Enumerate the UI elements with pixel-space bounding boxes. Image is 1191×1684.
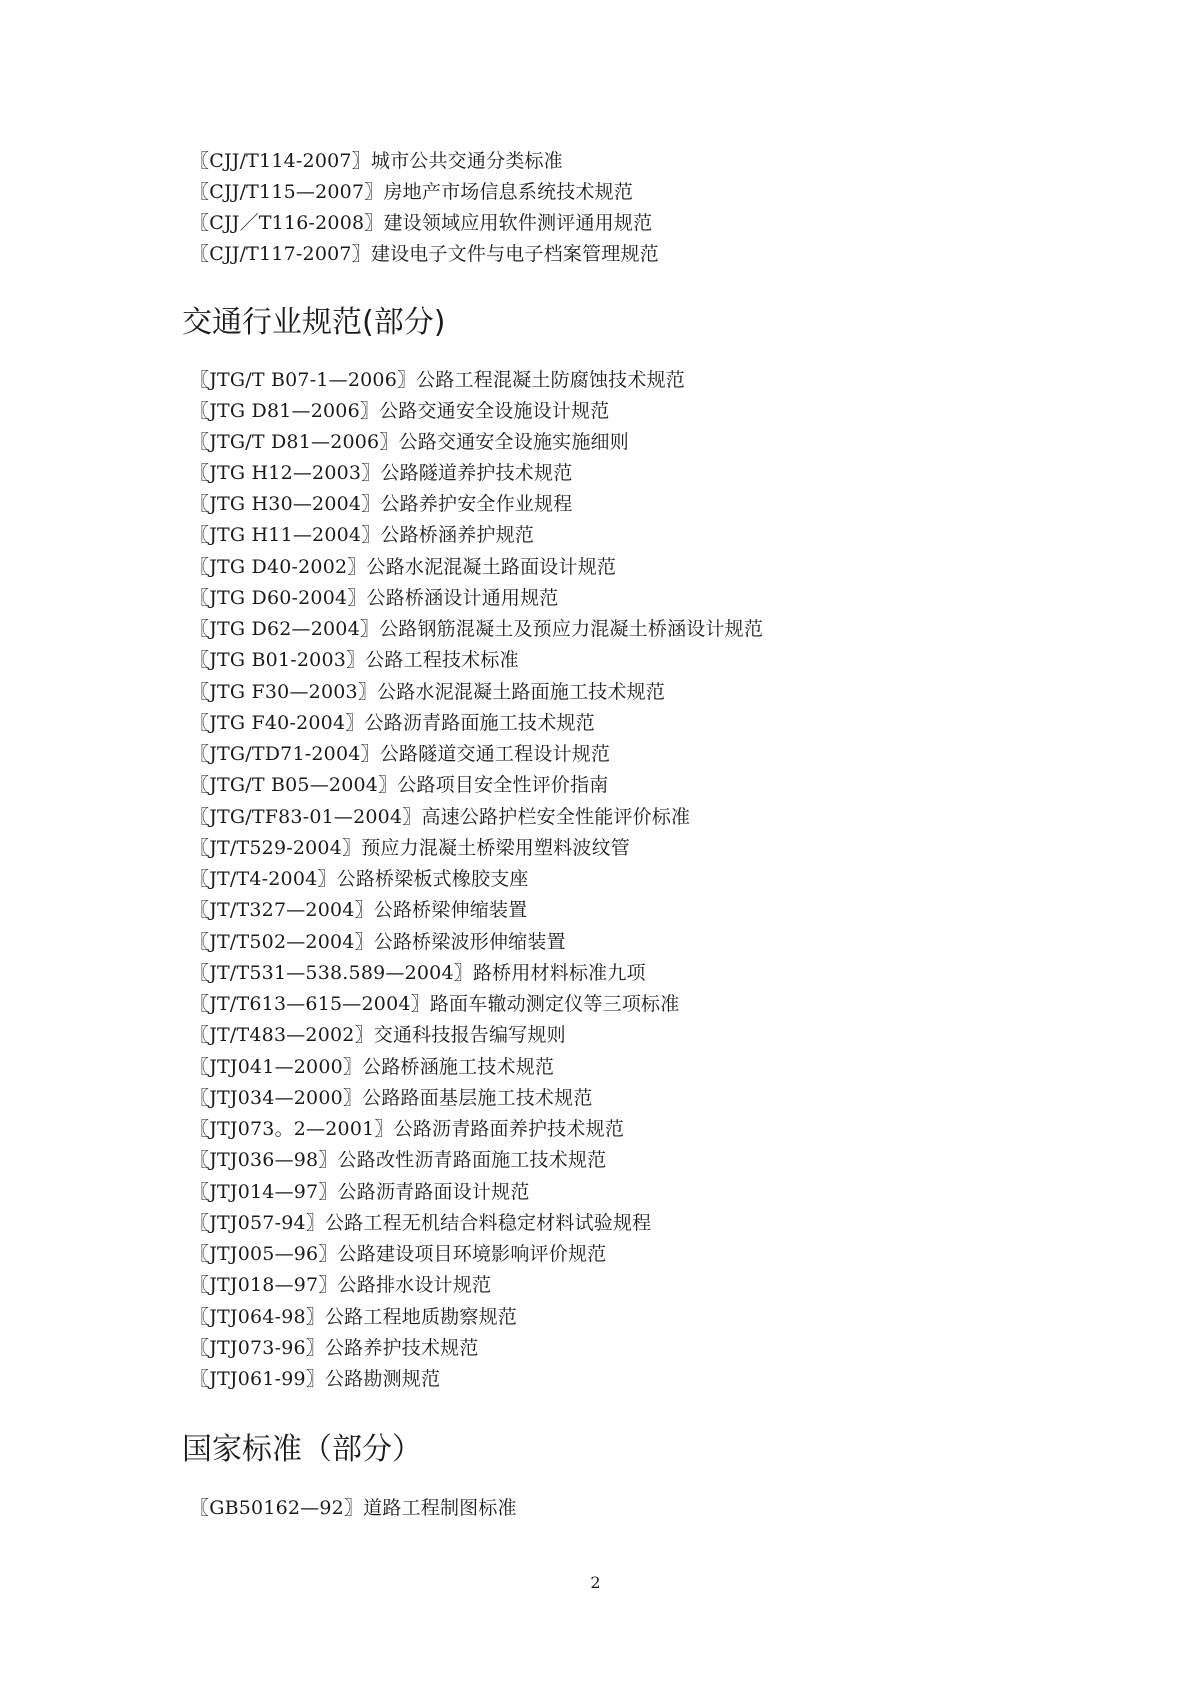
list-item: 〖JTG D40-2002〗公路水泥混凝土路面设计规范 (190, 556, 617, 578)
list-item: 〖GB50162—92〗道路工程制图标准 (190, 1497, 517, 1519)
list-item: 〖JTG B01-2003〗公路工程技术标准 (190, 649, 519, 671)
list-item: 〖CJJ/T115—2007〗房地产市场信息系统技术规范 (190, 181, 634, 203)
list-item: 〖CJJ/T114-2007〗城市公共交通分类标准 (190, 150, 563, 172)
list-item: 〖JTJ073-96〗公路养护技术规范 (190, 1337, 479, 1359)
list-item: 〖JTJ036—98〗公路改性沥青路面施工技术规范 (190, 1149, 607, 1171)
section-heading-transport: 交通行业规范(部分) (182, 305, 446, 340)
list-item: 〖JT/T327—2004〗公路桥梁伸缩装置 (190, 899, 528, 921)
list-item: 〖JTJ018—97〗公路排水设计规范 (190, 1274, 492, 1296)
list-item: 〖JTG/T D81—2006〗公路交通安全设施实施细则 (190, 431, 629, 453)
list-item: 〖JT/T529-2004〗预应力混凝土桥梁用塑料波纹管 (190, 837, 631, 859)
list-item: 〖JTG F40-2004〗公路沥青路面施工技术规范 (190, 712, 595, 734)
list-item: 〖JTG H11—2004〗公路桥涵养护规范 (190, 524, 535, 546)
list-item: 〖JTG/TD71-2004〗公路隧道交通工程设计规范 (190, 743, 611, 765)
list-item: 〖JT/T502—2004〗公路桥梁波形伸缩装置 (190, 931, 566, 953)
list-item: 〖JT/T613—615—2004〗路面车辙动测定仪等三项标准 (190, 993, 680, 1015)
list-item: 〖JTG D81—2006〗公路交通安全设施设计规范 (190, 400, 610, 422)
list-item: 〖JTG H30—2004〗公路养护安全作业规程 (190, 493, 573, 515)
list-item: 〖JT/T483—2002〗交通科技报告编写规则 (190, 1024, 566, 1046)
list-item: 〖JTG D62—2004〗公路钢筋混凝土及预应力混凝土桥涵设计规范 (190, 618, 764, 640)
list-item: 〖JTJ034—2000〗公路路面基层施工技术规范 (190, 1087, 593, 1109)
list-item: 〖JTG/TF83-01—2004〗高速公路护栏安全性能评价标准 (190, 806, 691, 828)
list-item: 〖JTJ061-99〗公路勘测规范 (190, 1368, 441, 1390)
list-item: 〖JTJ014—97〗公路沥青路面设计规范 (190, 1181, 530, 1203)
list-item: 〖JTJ073。2—2001〗公路沥青路面养护技术规范 (190, 1118, 625, 1140)
list-item: 〖JTG/T B05—2004〗公路项目安全性评价指南 (190, 774, 609, 796)
list-item: 〖JTG D60-2004〗公路桥涵设计通用规范 (190, 587, 559, 609)
list-item: 〖CJJ／T116-2008〗建设领域应用软件测评通用规范 (190, 212, 653, 234)
list-item: 〖JTG H12—2003〗公路隧道养护技术规范 (190, 462, 573, 484)
list-item: 〖JT/T531—538.589—2004〗路桥用材料标准九项 (190, 962, 646, 984)
list-item: 〖JTJ057-94〗公路工程无机结合料稳定材料试验规程 (190, 1212, 652, 1234)
list-item: 〖JTJ064-98〗公路工程地质勘察规范 (190, 1306, 517, 1328)
page-number: 2 (590, 1573, 601, 1592)
list-item: 〖JTG/T B07-1—2006〗公路工程混凝土防腐蚀技术规范 (190, 369, 685, 391)
section-heading-national: 国家标准（部分） (182, 1432, 422, 1467)
list-item: 〖JTG F30—2003〗公路水泥混凝土路面施工技术规范 (190, 681, 666, 703)
list-item: 〖JTJ041—2000〗公路桥涵施工技术规范 (190, 1056, 555, 1078)
list-item: 〖CJJ/T117-2007〗建设电子文件与电子档案管理规范 (190, 243, 659, 265)
list-item: 〖JTJ005—96〗公路建设项目环境影响评价规范 (190, 1243, 607, 1265)
list-item: 〖JT/T4-2004〗公路桥梁板式橡胶支座 (190, 868, 529, 890)
